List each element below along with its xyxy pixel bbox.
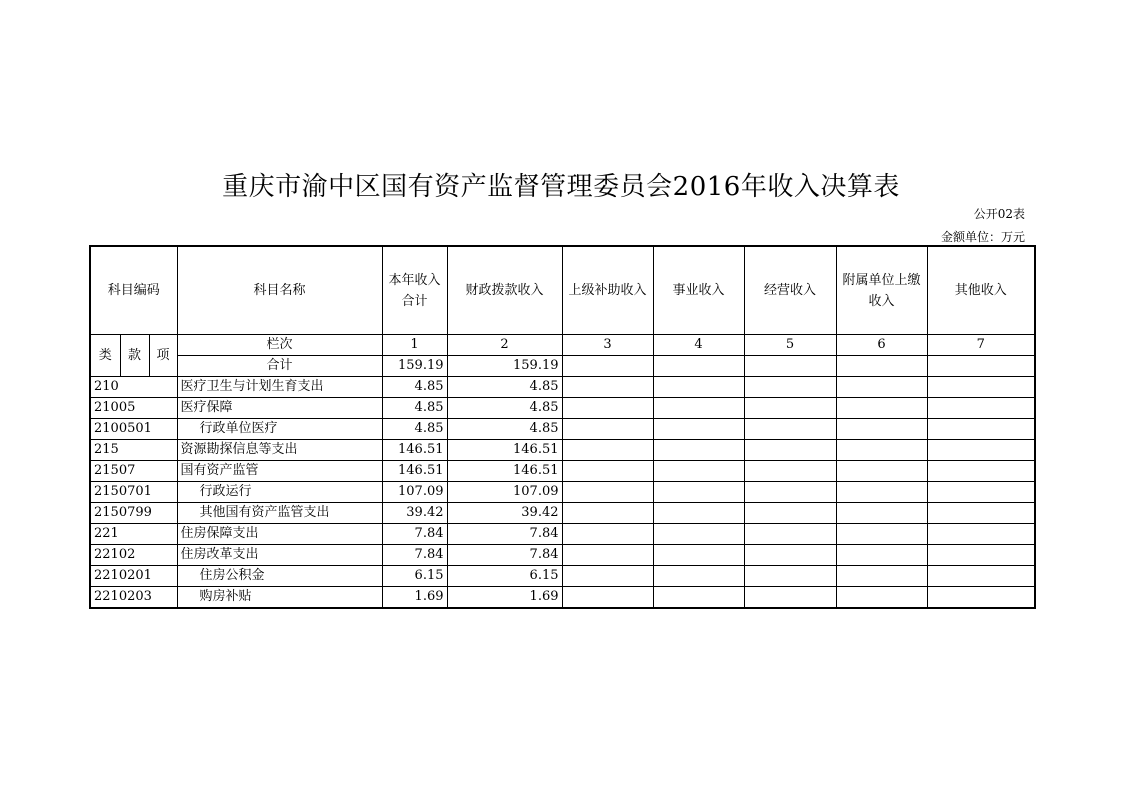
col-number-1: 1 (382, 335, 447, 356)
total-fiscal-appropriation: 159.19 (447, 356, 562, 377)
header-xiang: 项 (149, 335, 177, 377)
row-code: 21005 (90, 398, 177, 419)
header-code: 科目编码 (90, 246, 177, 335)
row-name: 住房公积金 (177, 566, 382, 587)
header-lanci: 栏次 (177, 335, 382, 356)
row-income-total: 4.85 (382, 419, 447, 440)
row-fiscal-appropriation: 146.51 (447, 461, 562, 482)
row-fiscal-appropriation: 4.85 (447, 377, 562, 398)
row-name: 医疗卫生与计划生育支出 (177, 377, 382, 398)
header-affiliated-units-income: 附属单位上缴收入 (836, 246, 927, 335)
row-name: 住房改革支出 (177, 545, 382, 566)
row-code: 22102 (90, 545, 177, 566)
row-code: 215 (90, 440, 177, 461)
table-row (90, 419, 1035, 440)
row-name: 住房保障支出 (177, 524, 382, 545)
row-name: 购房补贴 (177, 587, 382, 609)
row-income-total: 39.42 (382, 503, 447, 524)
row-name: 行政运行 (177, 482, 382, 503)
col-number-2: 2 (447, 335, 562, 356)
total-income-total: 159.19 (382, 356, 447, 377)
table-row (90, 524, 1035, 545)
table-row (90, 377, 1035, 398)
row-income-total: 1.69 (382, 587, 447, 609)
row-code: 2210203 (90, 587, 177, 609)
header-operating-income: 经营收入 (744, 246, 836, 335)
row-name: 资源勘探信息等支出 (177, 440, 382, 461)
row-code: 2210201 (90, 566, 177, 587)
row-fiscal-appropriation: 6.15 (447, 566, 562, 587)
row-fiscal-appropriation: 7.84 (447, 524, 562, 545)
header-superior-subsidy: 上级补助收入 (562, 246, 653, 335)
row-income-total: 4.85 (382, 377, 447, 398)
row-code: 2100501 (90, 419, 177, 440)
header-business-income: 事业收入 (653, 246, 744, 335)
row-fiscal-appropriation: 7.84 (447, 545, 562, 566)
table-row (90, 482, 1035, 503)
row-income-total: 146.51 (382, 461, 447, 482)
page-title: 重庆市渝中区国有资产监督管理委员会2016年收入决算表 (222, 172, 900, 202)
header-total-income: 本年收入合计 (382, 246, 447, 335)
row-income-total: 7.84 (382, 545, 447, 566)
row-income-total: 6.15 (382, 566, 447, 587)
row-code: 221 (90, 524, 177, 545)
amount-unit-note: 金额单位：万元 (940, 230, 1025, 244)
row-name: 行政单位医疗 (177, 419, 382, 440)
row-fiscal-appropriation: 39.42 (447, 503, 562, 524)
table-row (90, 503, 1035, 524)
row-fiscal-appropriation: 4.85 (447, 419, 562, 440)
table-row (90, 461, 1035, 482)
row-fiscal-appropriation: 4.85 (447, 398, 562, 419)
row-fiscal-appropriation: 146.51 (447, 440, 562, 461)
row-income-total: 146.51 (382, 440, 447, 461)
header-other-income: 其他收入 (927, 246, 1035, 335)
col-number-7: 7 (927, 335, 1035, 356)
col-number-4: 4 (653, 335, 744, 356)
row-code: 21507 (90, 461, 177, 482)
row-code: 2150799 (90, 503, 177, 524)
table-row (90, 398, 1035, 419)
header-fiscal-appropriation: 财政拨款收入 (447, 246, 562, 335)
table-row (90, 587, 1035, 609)
row-name: 医疗保障 (177, 398, 382, 419)
row-income-total: 107.09 (382, 482, 447, 503)
row-fiscal-appropriation: 107.09 (447, 482, 562, 503)
row-name: 国有资产监管 (177, 461, 382, 482)
row-income-total: 7.84 (382, 524, 447, 545)
header-lei: 类 (90, 335, 120, 377)
total-row (90, 356, 1035, 377)
income-final-accounts-table (89, 245, 1036, 609)
row-income-total: 4.85 (382, 398, 447, 419)
table-header-row (90, 246, 1035, 335)
row-code: 2150701 (90, 482, 177, 503)
col-number-5: 5 (744, 335, 836, 356)
header-kuan: 款 (120, 335, 149, 377)
row-code: 210 (90, 377, 177, 398)
table-row (90, 440, 1035, 461)
col-number-6: 6 (836, 335, 927, 356)
total-label: 合计 (177, 356, 382, 377)
table-row (90, 545, 1035, 566)
table-row (90, 566, 1035, 587)
row-name: 其他国有资产监管支出 (177, 503, 382, 524)
row-fiscal-appropriation: 1.69 (447, 587, 562, 609)
col-number-3: 3 (562, 335, 653, 356)
column-number-row (90, 335, 1035, 356)
form-number: 公开02表 (973, 207, 1025, 221)
header-name: 科目名称 (177, 246, 382, 335)
